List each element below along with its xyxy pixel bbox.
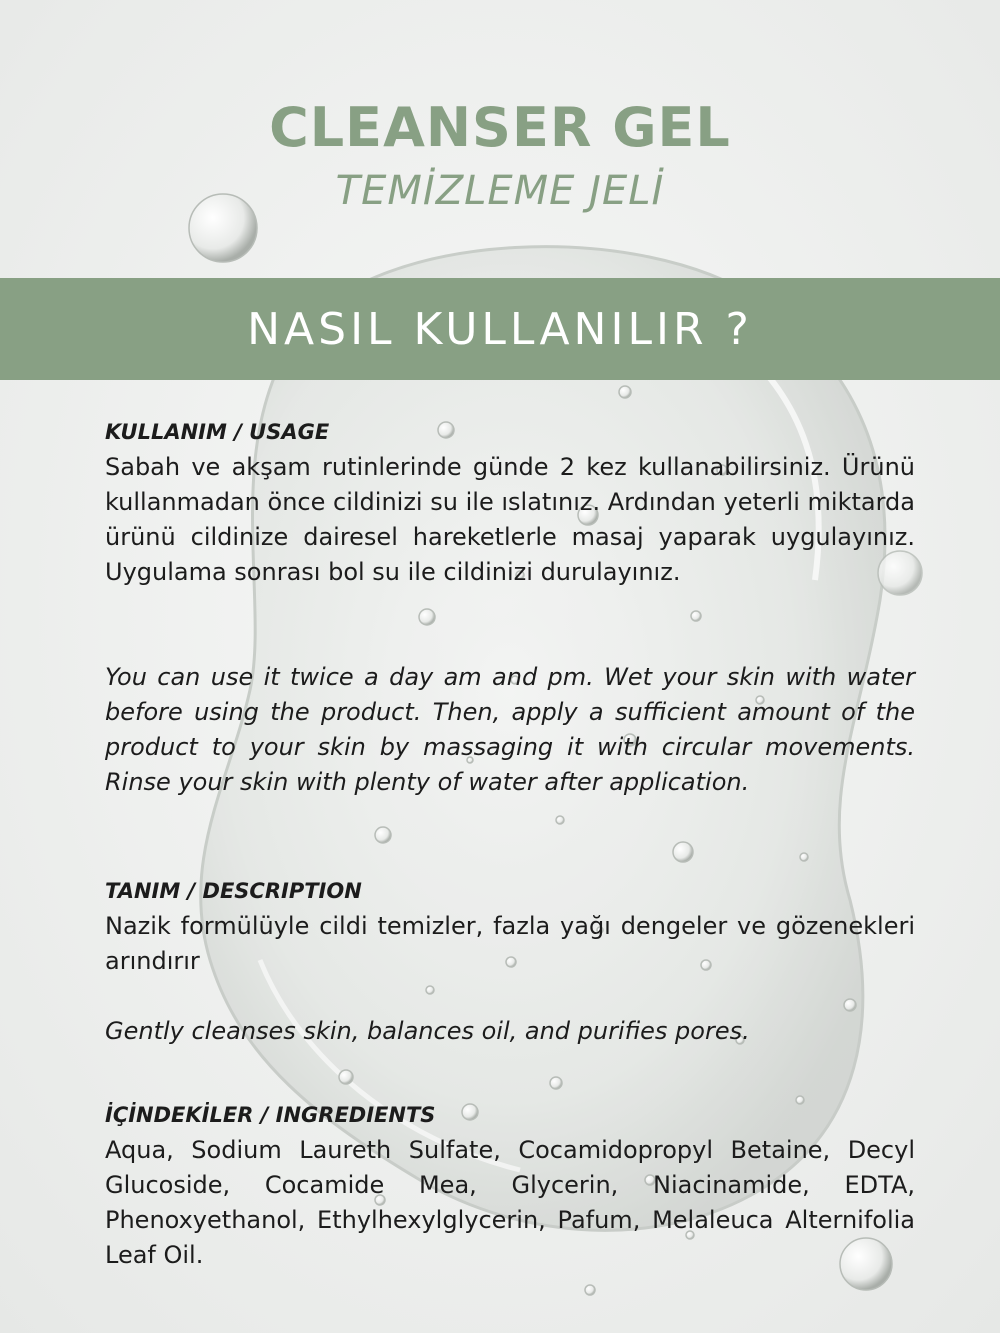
description-heading: TANIM / DESCRIPTION [105,879,362,903]
ingredients-heading: İÇİNDEKİLER / INGREDIENTS [105,1103,436,1127]
product-title: CLEANSER GEL [269,96,731,159]
ingredients-text: Aqua, Sodium Laureth Sulfate, Cocamidopropyl Betaine, Decyl Glucoside, Cocamide Mea, Glycerin, Niacinamide, EDTA, Phenoxyethanol, Ethylhexylglycerin, Pafum, Melaleuca Alternifolia Leaf Oil. [105,1136,915,1269]
description-text-tr: Nazik formülüyle cildi temizler, fazla yağı dengeler ve gözenekleri arındırır [105,912,915,975]
description-text-en: Gently cleanses skin, balances oil, and purifies pores. [105,1017,750,1045]
usage-heading: KULLANIM / USAGE [105,420,330,444]
how-to-use-banner [0,278,1000,380]
usage-text-tr: Sabah ve akşam rutinlerinde günde 2 kez kullanabilirsiniz. Ürünü kullanmadan önce cildinizi su ile ıslatınız. Ardından yeterli miktarda ürünü cildinize dairesel hareketlerle masaj yaparak uygulayınız. Uygulama sonrası bol su ile cildinizi durulayınız. [105,453,915,586]
how-to-use-banner-label: NASIL KULLANILIR ? [247,304,753,355]
product-subtitle: TEMİZLEME JELİ [335,168,665,214]
usage-text-en: You can use it twice a day am and pm. Wet your skin with water before using the product. Then, apply a sufficient amount of the product to your skin by massaging it with circular movements. Rinse your skin with plenty of water after application. [105,663,915,796]
